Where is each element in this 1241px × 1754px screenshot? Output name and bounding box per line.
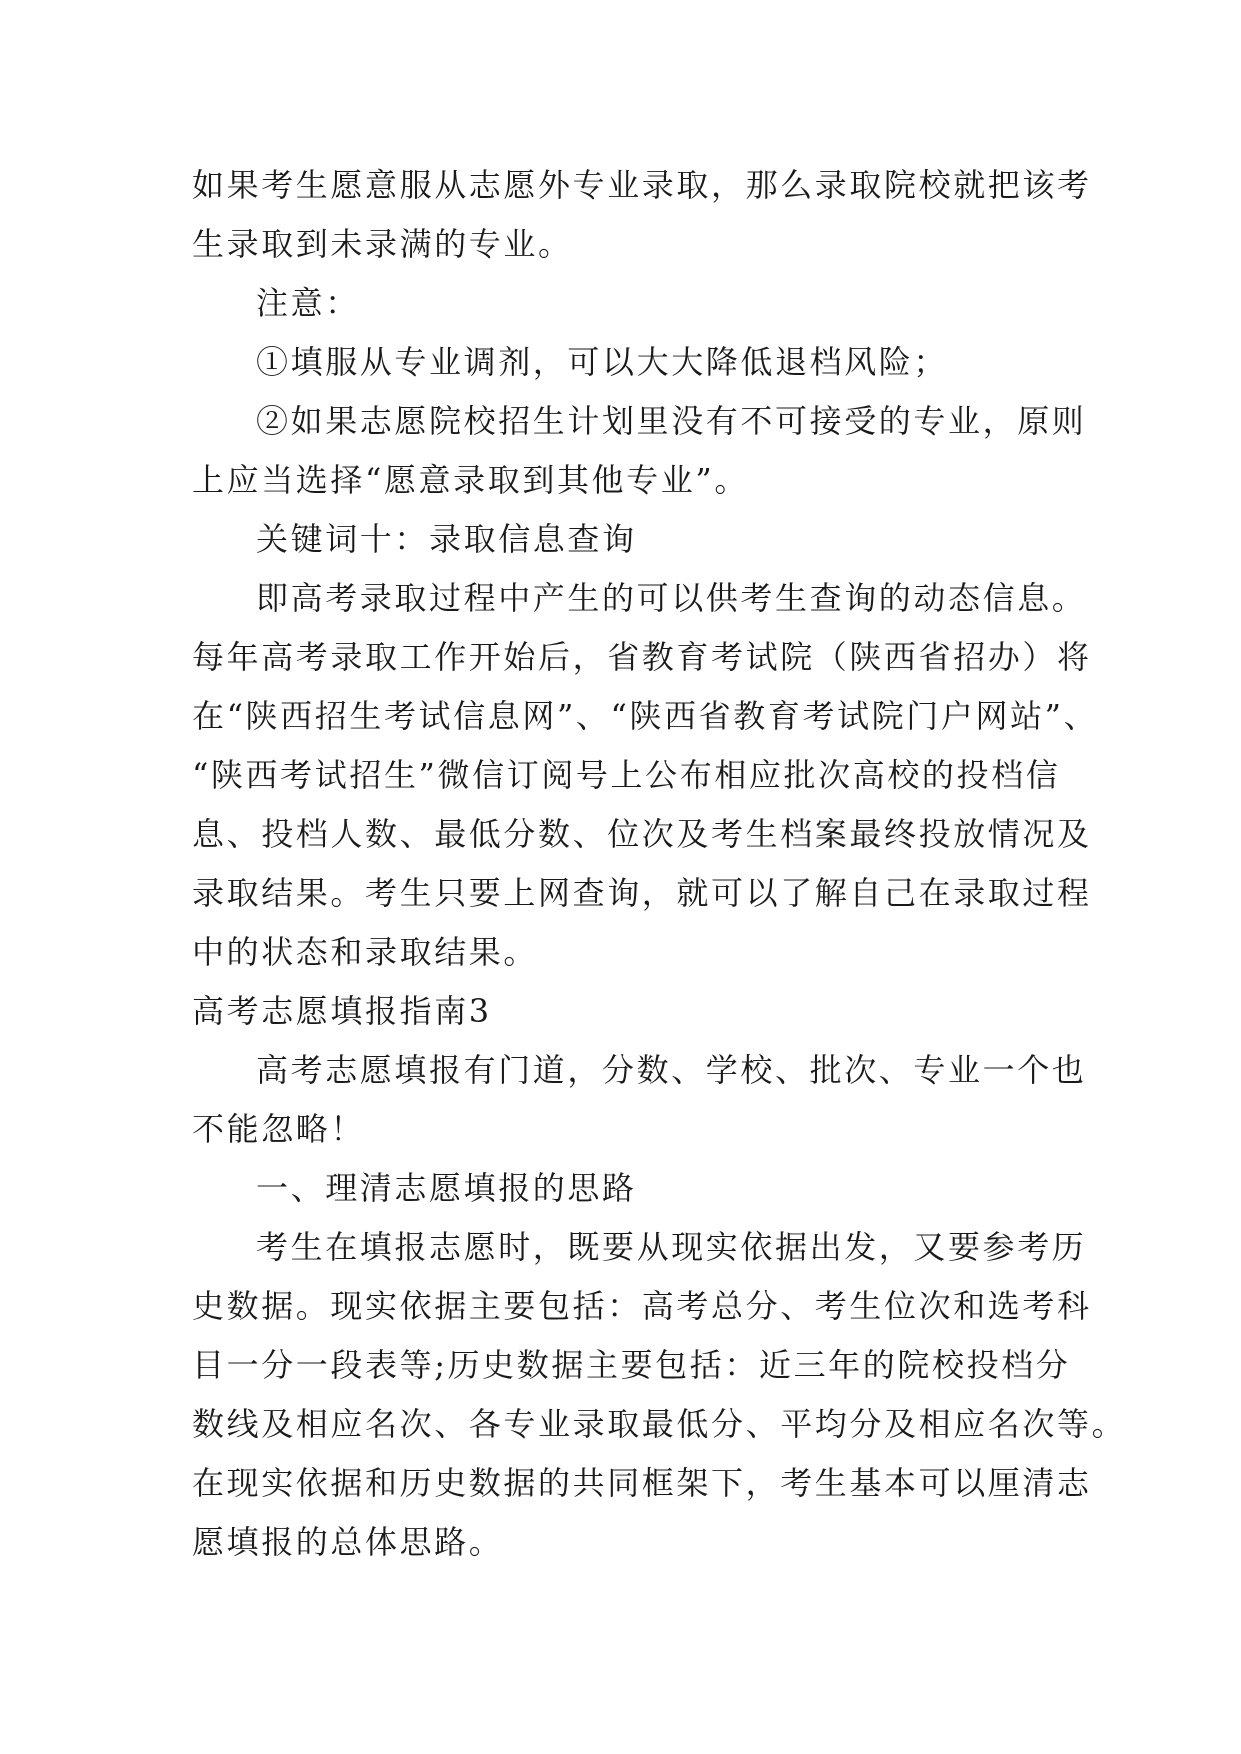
paragraph-start: 高考志愿填报有门道，分数、学校、批次、专业一个也 <box>256 1051 1087 1089</box>
note-item: ②如果志愿院校招生计划里没有不可接受的专业，原则 <box>256 402 1087 440</box>
note-item: ①填服从专业调剂，可以大大降低退档风险； <box>256 343 949 381</box>
keyword-heading: 关键词十：录取信息查询 <box>256 520 637 558</box>
text-line: 如果考生愿意服从志愿外专业录取，那么录取院校就把该考 <box>192 166 1092 204</box>
section-title: 高考志愿填报指南3 <box>192 992 492 1030</box>
note-heading: 注意： <box>256 284 360 322</box>
paragraph-start: 即高考录取过程中产生的可以供考生查询的动态信息。 <box>256 579 1087 617</box>
text-line: 史数据。现实依据主要包括：高考总分、考生位次和选考科 <box>192 1287 1092 1325</box>
text-line: 愿填报的总体思路。 <box>192 1523 504 1561</box>
text-line: 生录取到未录满的专业。 <box>192 225 573 263</box>
text-line: “陕西考试招生”微信订阅号上公布相应批次高校的投档信 <box>192 756 1061 794</box>
text-line: 中的状态和录取结果。 <box>192 933 539 971</box>
text-line: 每年高考录取工作开始后，省教育考试院（陕西省招办）将 <box>192 638 1092 676</box>
text-line: 目一分一段表等;历史数据主要包括：近三年的院校投档分 <box>192 1346 1071 1384</box>
text-line: 上应当选择“愿意录取到其他专业”。 <box>192 461 749 499</box>
subsection-heading: 一、理清志愿填报的思路 <box>256 1169 637 1207</box>
text-line: 息、投档人数、最低分数、位次及考生档案最终投放情况及 <box>192 815 1092 853</box>
document-body <box>192 156 1127 1572</box>
text-line: 在现实依据和历史数据的共同框架下，考生基本可以厘清志 <box>192 1464 1092 1502</box>
text-line: 录取结果。考生只要上网查询，就可以了解自己在录取过程 <box>192 874 1092 912</box>
paragraph-start: 考生在填报志愿时，既要从现实依据出发，又要参考历 <box>256 1228 1087 1266</box>
text-line: 数线及相应名次、各专业录取最低分、平均分及相应名次等。 <box>192 1405 1127 1443</box>
text-line: 在“陕西招生考试信息网”、“陕西省教育考试院门户网站”、 <box>192 697 1099 735</box>
text-line: 不能忽略！ <box>192 1110 366 1148</box>
